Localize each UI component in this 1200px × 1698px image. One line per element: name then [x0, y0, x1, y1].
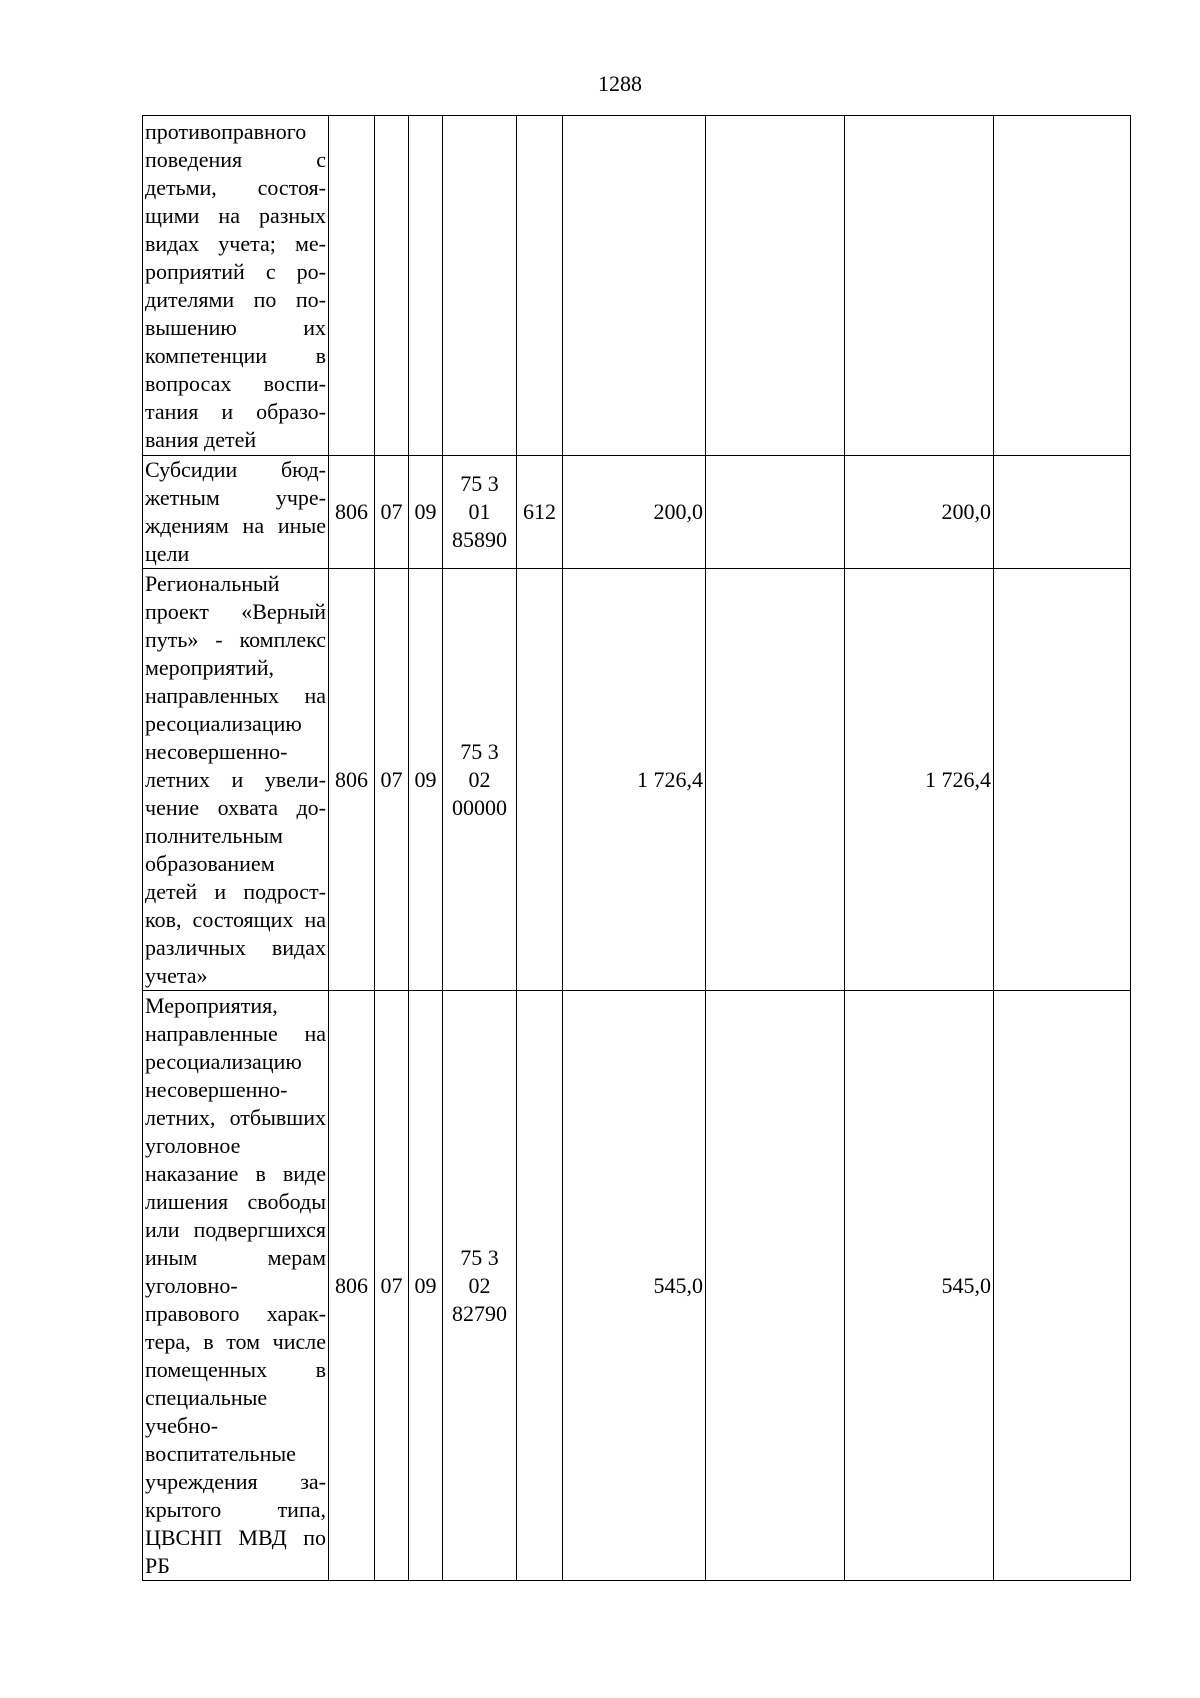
row-name: Региональный проект «Верный путь» - комплекс мероприятий, направленных на ресоциализацию несовершеннолетних и увеличение охвата дополнительным образованием детей и подростков, состоящих на различных видах учета»	[143, 569, 329, 991]
expense-type-code	[517, 569, 563, 991]
row-name: Субсидии бюджетным учреждениям на иные цели	[143, 456, 329, 569]
target-code: 75 3 02 82790	[443, 991, 517, 1581]
target-code: 75 3 01 85890	[443, 456, 517, 569]
admin-code	[329, 116, 375, 456]
amount-4	[994, 569, 1131, 991]
amount-4	[994, 116, 1131, 456]
amount-1: 545,0	[563, 991, 706, 1581]
section-code: 07	[375, 456, 409, 569]
amount-1: 200,0	[563, 456, 706, 569]
amount-3: 545,0	[845, 991, 994, 1581]
admin-code: 806	[329, 456, 375, 569]
amount-2	[706, 116, 845, 456]
amount-4	[994, 456, 1131, 569]
amount-4	[994, 991, 1131, 1581]
amount-2	[706, 456, 845, 569]
table-row	[143, 456, 1131, 569]
admin-code: 806	[329, 991, 375, 1581]
subsection-code	[409, 116, 443, 456]
amount-1: 1 726,4	[563, 569, 706, 991]
table-row	[143, 116, 1131, 456]
table-row	[143, 991, 1131, 1581]
row-name: противоправного поведения с детьми, состоящими на разных видах учета; мероприятий с родителями по повышению их компетенции в вопросах воспитания и образования детей	[143, 116, 329, 456]
table-row	[143, 569, 1131, 991]
target-code	[443, 116, 517, 456]
amount-2	[706, 991, 845, 1581]
budget-table	[142, 115, 1131, 1581]
subsection-code: 09	[409, 569, 443, 991]
section-code	[375, 116, 409, 456]
expense-type-code	[517, 991, 563, 1581]
amount-2	[706, 569, 845, 991]
section-code: 07	[375, 569, 409, 991]
section-code: 07	[375, 991, 409, 1581]
expense-type-code: 612	[517, 456, 563, 569]
amount-3: 200,0	[845, 456, 994, 569]
row-name: Мероприятия, направленные на ресоциализацию несовершеннолетних, отбывших уголовное наказание в виде лишения свободы или подвергшихся иным мерам уголовно-правового характера, в том числе помещенных в специальные учебно-воспитательные учреждения закрытого типа, ЦВСНП МВД по РБ	[143, 991, 329, 1581]
amount-1	[563, 116, 706, 456]
admin-code: 806	[329, 569, 375, 991]
subsection-code: 09	[409, 456, 443, 569]
expense-type-code	[517, 116, 563, 456]
page-number: 1288	[598, 71, 642, 96]
amount-3: 1 726,4	[845, 569, 994, 991]
target-code: 75 3 02 00000	[443, 569, 517, 991]
amount-3	[845, 116, 994, 456]
subsection-code: 09	[409, 991, 443, 1581]
